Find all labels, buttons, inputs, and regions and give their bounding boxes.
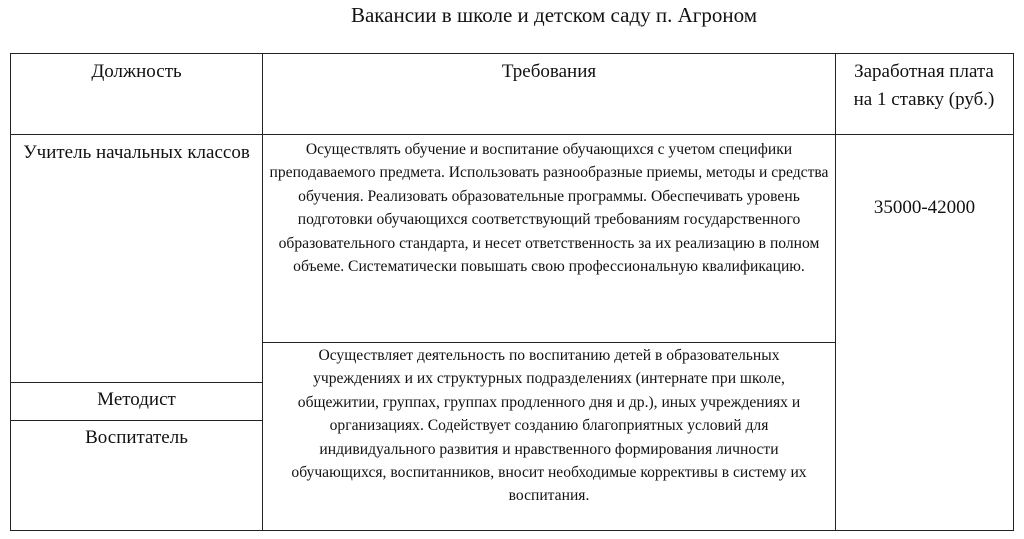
salary-cell: 35000-42000 xyxy=(873,197,976,218)
position-cell: Учитель начальных классов xyxy=(23,142,250,163)
column-divider xyxy=(835,54,836,530)
requirements-cell: Осуществлять обучение и воспитание обучающихся с учетом специфики преподаваемого предмета. Использовать разнообразные приемы, методы и средства обучения. Реализовать образовательные программы. Обеспечивать уровень подготовки обучающихся соответствующий требованиям государственного образовательного стандарта, и несет ответственность за их реализацию в полном объеме. Систематически повышать свою профессиональную квалификацию. xyxy=(269,141,829,276)
position-cell: Воспитатель xyxy=(85,427,188,448)
header-position: Должность xyxy=(91,61,182,82)
requirements-cell: Осуществляет деятельность по воспитанию детей в образовательных учреждениях и их структурных подразделениях (интернате при школе, общежитии, группах, группах продленного дня и др.), иных учреждениях и организациях. Содействует созданию благоприятных условий для индивидуального развития и нравственного формирования личности обучающихся, воспитанников, вносит необходимые коррективы в систему их воспитания. xyxy=(291,347,807,505)
row-divider xyxy=(11,420,263,421)
position-cell: Методист xyxy=(97,389,176,410)
header-requirements: Требования xyxy=(501,61,597,82)
header-divider xyxy=(11,134,1013,135)
row-divider xyxy=(262,342,836,343)
header-salary: Заработная плата на 1 ставку (руб.) xyxy=(853,61,995,110)
row-divider xyxy=(11,382,263,383)
vacancies-table xyxy=(10,53,1014,531)
page-title: Вакансии в школе и детском саду п. Агроном xyxy=(350,3,758,27)
column-divider xyxy=(262,54,263,530)
